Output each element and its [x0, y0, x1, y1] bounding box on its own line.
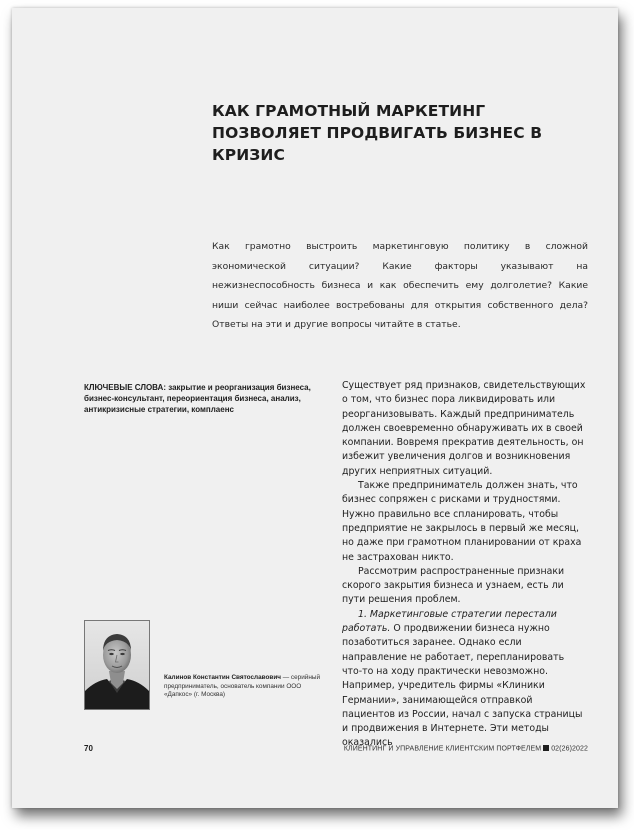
- running-footer: [344, 745, 588, 753]
- keywords-text: закрытие и реорганизация бизнеса, бизнес-консультант, переориентация бизнеса, анализ, антикризисные стратегии, комплаенс: [84, 383, 311, 414]
- keywords-label: КЛЮЧЕВЫЕ СЛОВА:: [84, 383, 166, 392]
- body-paragraph: Рассмотрим распространенные признаки скорого закрытия бизнеса и узнаем, есть ли пути решения проблем.: [342, 565, 565, 606]
- author-photo: [84, 620, 150, 710]
- article-title: КАК ГРАМОТНЫЙ МАРКЕТИНГ ПОЗВОЛЯЕТ ПРОДВИГАТЬ БИЗНЕС В КРИЗИС: [212, 102, 543, 164]
- article-lead: Как грамотно выстроить маркетинговую политику в сложной экономической ситуации? Какие факторы указывают на нежизнеспособность бизнеса и как обеспечить ему долголетие? Какие ниши сейчас наиболее востребованы для открытия собственного дела? Ответы на эти и другие вопросы читайте в статье.: [212, 241, 588, 331]
- article-body: [342, 379, 586, 751]
- magazine-page: [12, 8, 618, 808]
- point-1-text: О продвижении бизнеса нужно позаботиться заранее. Однако если направление не работает, перепланировать что-то на ходу практически невозможно. Например, учредитель фирмы «Клиники Германии», занимающейся отправкой пациентов из России, начал с запуска страницы и продвижения в Интернете. Эти методы оказались: [342, 623, 583, 749]
- journal-title: КЛИЕНТИНГ И УПРАВЛЕНИЕ КЛИЕНТСКИМ ПОРТФЕЛЕМ: [343, 745, 542, 753]
- body-paragraph-point-1: [342, 608, 586, 751]
- page-number: 70: [84, 744, 93, 753]
- author-caption: [164, 674, 324, 700]
- body-paragraph: Существует ряд признаков, свидетельствующих о том, что бизнес пора ликвидировать или реорганизовывать. Каждый предприниматель должен своевременно обнаруживать их в своей компании. Вовремя прекратив деятельность, он избежит увеличения долгов и возникновения других неприятных ситуаций.: [342, 380, 586, 477]
- author-bio: — серийный предприниматель, основатель компании ООО «Дапкос» (г. Москва): [164, 674, 321, 699]
- keywords-block: [84, 382, 329, 415]
- author-portrait-icon: [85, 621, 149, 709]
- square-bullet-icon: [543, 745, 549, 751]
- body-paragraph: Также предприниматель должен знать, что бизнес сопряжен с рисками и трудностями. Нужно правильно все спланировать, чтобы предприятие не закрылось в первый же месяц, но даже при грамотном планировании от краха не застрахован никто.: [342, 480, 582, 563]
- point-1-heading: 1. Маркетинговые стратегии перестали работать.: [342, 608, 557, 635]
- issue-number: 02(26)2022: [551, 745, 588, 753]
- author-name: Калинов Константин Святославович: [164, 674, 281, 681]
